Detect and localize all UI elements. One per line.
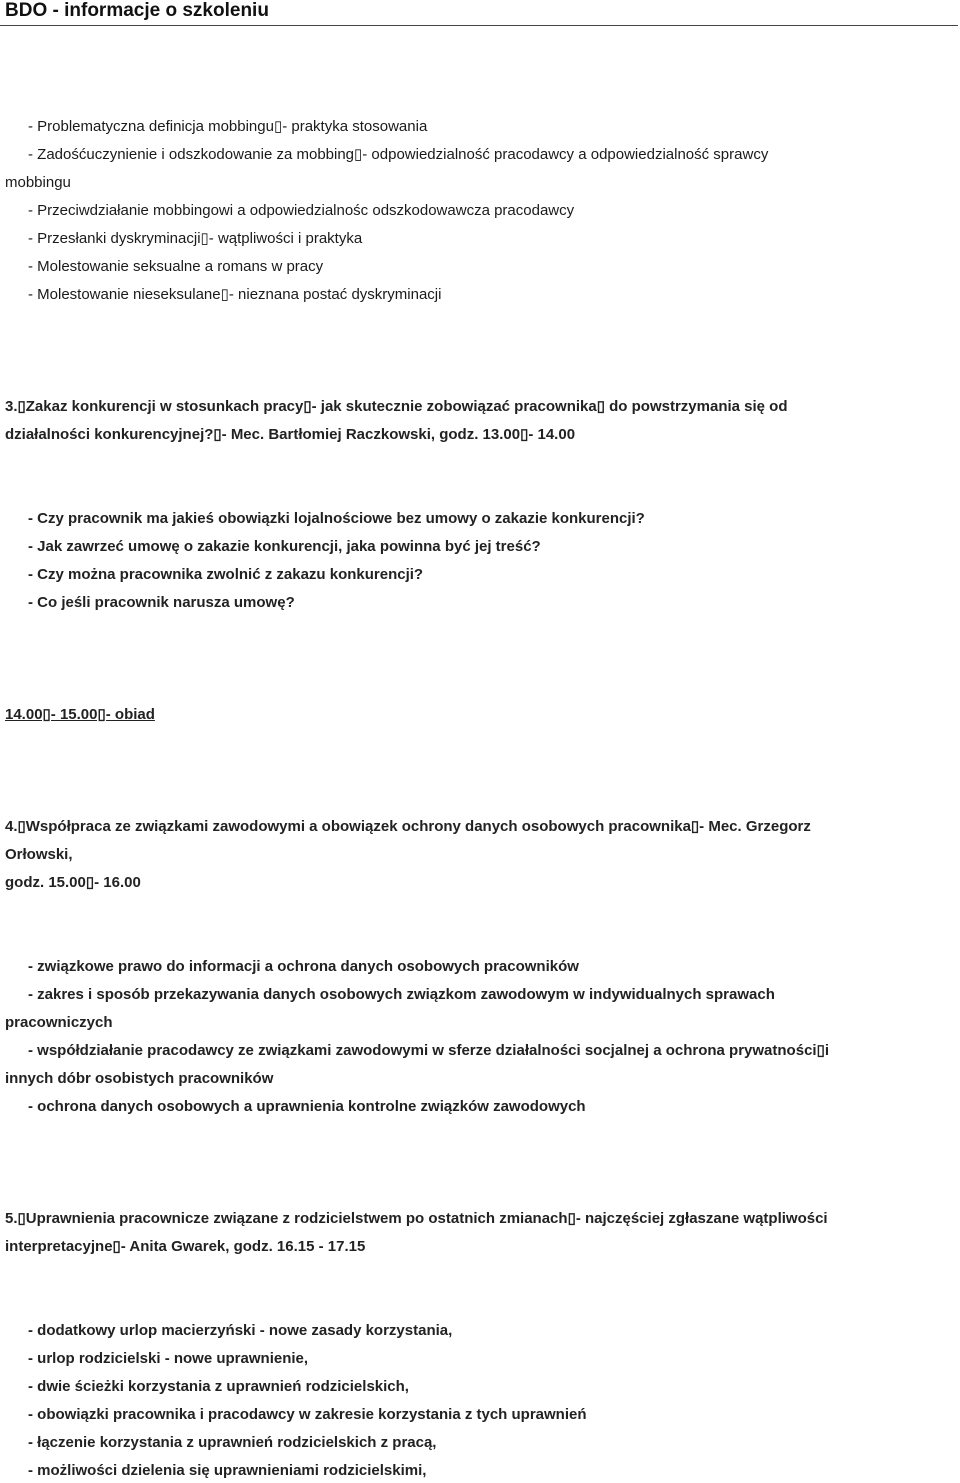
list-item-continuation: innych dóbr osobistych pracowników — [5, 1070, 274, 1087]
section-4-title-cont: Orłowski, — [5, 846, 73, 863]
list-item: - możliwości dzielenia się uprawnieniami rodzicielskimi, — [28, 1462, 427, 1479]
list-item-continuation: mobbingu — [5, 174, 71, 191]
header-divider — [0, 25, 958, 26]
list-item: - Czy pracownik ma jakieś obowiązki lojalnościowe bez umowy o zakazie konkurencji? — [28, 510, 645, 527]
list-item: - Przeciwdziałanie mobbingowi a odpowiedzialnośc odszkodowawcza pracodawcy — [28, 202, 575, 219]
lunch-break: 14.00▯- 15.00▯- obiad — [5, 706, 155, 723]
list-item: - Molestowanie nieseksulane▯- nieznana postać dyskryminacji — [28, 286, 442, 303]
list-item: - łączenie korzystania z uprawnień rodzicielskich z pracą, — [28, 1434, 437, 1451]
list-item: - urlop rodzicielski - nowe uprawnienie, — [28, 1350, 309, 1367]
list-item: - Czy można pracownika zwolnić z zakazu konkurencji? — [28, 566, 424, 583]
list-item: - współdziałanie pracodawcy ze związkami zawodowymi w sferze działalności socjalnej a ochrona prywatności▯i — [28, 1042, 829, 1059]
list-item: - związkowe prawo do informacji a ochrona danych osobowych pracowników — [28, 958, 579, 975]
section-4-title: 4.▯Współpraca ze związkami zawodowymi a obowiązek ochrony danych osobowych pracownika▯- Mec. Grzegorz — [5, 818, 811, 835]
list-item-continuation: pracowniczych — [5, 1014, 113, 1031]
list-item: - dodatkowy urlop macierzyński - nowe zasady korzystania, — [28, 1322, 453, 1339]
list-item: - Przesłanki dyskryminacji▯- wątpliwości i praktyka — [28, 230, 363, 247]
list-item: - Zadośćuczynienie i odszkodowanie za mobbing▯- odpowiedzialność pracodawcy a odpowiedzialność sprawcy — [28, 146, 769, 163]
list-item: - Problematyczna definicja mobbingu▯- praktyka stosowania — [28, 118, 428, 135]
section-5-title: 5.▯Uprawnienia pracownicze związane z rodzicielstwem po ostatnich zmianach▯- najczęściej zgłaszane wątpliwości — [5, 1210, 828, 1227]
section-3-title-cont: działalności konkurencyjnej?▯- Mec. Bartłomiej Raczkowski, godz. 13.00▯- 14.00 — [5, 426, 576, 443]
section-4-time: godz. 15.00▯- 16.00 — [5, 874, 141, 891]
list-item: - Molestowanie seksualne a romans w pracy — [28, 258, 324, 275]
page-header — [0, 0, 960, 26]
list-item: - obowiązki pracownika i pracodawcy w zakresie korzystania z tych uprawnień — [28, 1406, 587, 1423]
list-item: - dwie ścieżki korzystania z uprawnień rodzicielskich, — [28, 1378, 409, 1395]
list-item: - Jak zawrzeć umowę o zakazie konkurencji, jaka powinna być jej treść? — [28, 538, 541, 555]
list-item: - Co jeśli pracownik narusza umowę? — [28, 594, 295, 611]
page-title: BDO - informacje o szkoleniu — [5, 0, 269, 21]
list-item: - ochrona danych osobowych a uprawnienia kontrolne związków zawodowych — [28, 1098, 586, 1115]
section-5-title-cont: interpretacyjne▯- Anita Gwarek, godz. 16.15 - 17.15 — [5, 1238, 366, 1255]
list-item: - zakres i sposób przekazywania danych osobowych związkom zawodowym w indywidualnych sprawach — [28, 986, 775, 1003]
section-3-title: 3.▯Zakaz konkurencji w stosunkach pracy▯- jak skutecznie zobowiązać pracownika▯ do powstrzymania się od — [5, 398, 788, 415]
